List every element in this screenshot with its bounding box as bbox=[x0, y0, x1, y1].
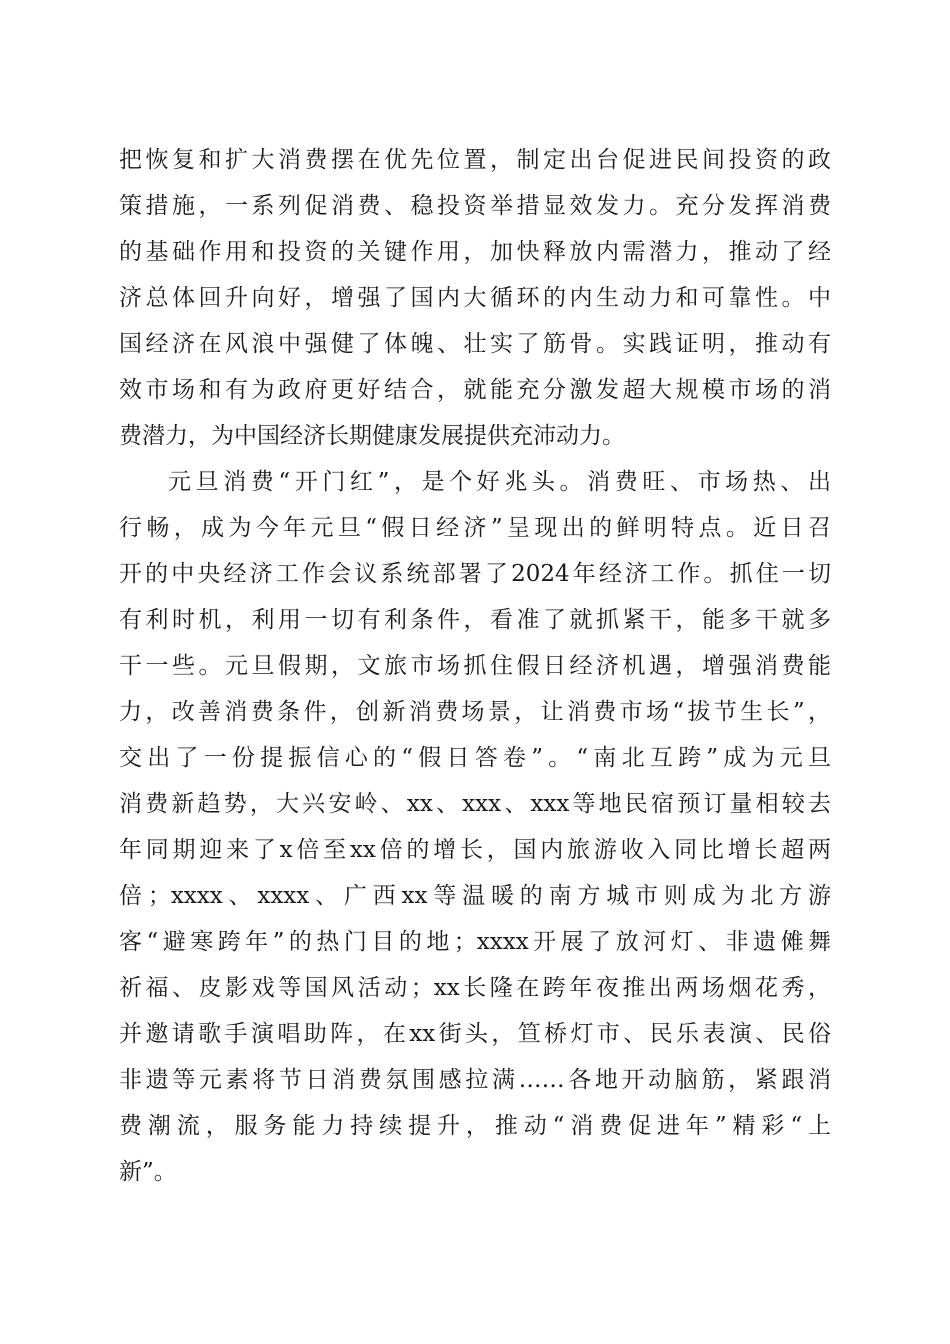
paragraph-2-line-8: 消费新趋势，大兴安岭、xx、xxx、xxx等地民宿预订量相较去 bbox=[119, 791, 831, 817]
paragraph-2-line-12: 祈福、皮影戏等国风活动；xx长隆在跨年夜推出两场烟花秀， bbox=[119, 975, 831, 1001]
paragraph-2-line-6: 力，改善消费条件，创新消费场景，让消费市场“拔节生长”， bbox=[119, 699, 831, 725]
paragraph-2-line-9: 年同期迎来了x倍至xx倍的增长，国内旅游收入同比增长超两 bbox=[119, 837, 831, 863]
paragraph-1-line-4: 济总体回升向好，增强了国内大循环的内生动力和可靠性。中 bbox=[119, 285, 831, 311]
paragraph-2-line-13: 并邀请歌手演唱助阵，在xx街头，笪桥灯市、民乐表演、民俗 bbox=[119, 1021, 831, 1047]
paragraph-2-line-16: 新”。 bbox=[119, 1159, 177, 1185]
paragraph-2-line-14: 非遗等元素将节日消费氛围感拉满……各地开动脑筋，紧跟消 bbox=[119, 1067, 831, 1093]
paragraph-1-line-5: 国经济在风浪中强健了体魄、壮实了筋骨。实践证明，推动有 bbox=[119, 331, 831, 357]
paragraph-2-line-2: 行畅，成为今年元旦“假日经济”呈现出的鲜明特点。近日召 bbox=[119, 515, 831, 541]
paragraph-2-line-15: 费潮流，服务能力持续提升，推动“消费促进年”精彩“上 bbox=[119, 1113, 831, 1139]
paragraph-2-line-7: 交出了一份提振信心的“假日答卷”。“南北互跨”成为元旦 bbox=[119, 745, 831, 771]
paragraph-1-line-2: 策措施，一系列促消费、稳投资举措显效发力。充分发挥消费 bbox=[119, 193, 831, 219]
paragraph-2-line-11: 客“避寒跨年”的热门目的地；xxxx开展了放河灯、非遗傩舞 bbox=[119, 929, 831, 955]
paragraph-2-line-5: 干一些。元旦假期，文旅市场抓住假日经济机遇，增强消费能 bbox=[119, 653, 831, 679]
paragraph-2-line-1: 元旦消费“开门红”，是个好兆头。消费旺、市场热、出 bbox=[168, 469, 831, 495]
paragraph-1-line-1: 把恢复和扩大消费摆在优先位置，制定出台促进民间投资的政 bbox=[119, 147, 831, 173]
paragraph-2-line-4: 有利时机，利用一切有利条件，看准了就抓紧干，能多干就多 bbox=[119, 607, 831, 633]
paragraph-1-line-3: 的基础作用和投资的关键作用，加快释放内需潜力，推动了经 bbox=[119, 239, 831, 265]
paragraph-2-line-10: 倍；xxxx、xxxx、广西xx等温暖的南方城市则成为北方游 bbox=[119, 883, 831, 909]
paragraph-1-line-6: 效市场和有为政府更好结合，就能充分激发超大规模市场的消 bbox=[119, 377, 831, 403]
paragraph-1-line-7: 费潜力，为中国经济长期健康发展提供充沛动力。 bbox=[119, 423, 625, 449]
paragraph-2-line-3: 开的中央经济工作会议系统部署了2024年经济工作。抓住一切 bbox=[119, 561, 831, 587]
